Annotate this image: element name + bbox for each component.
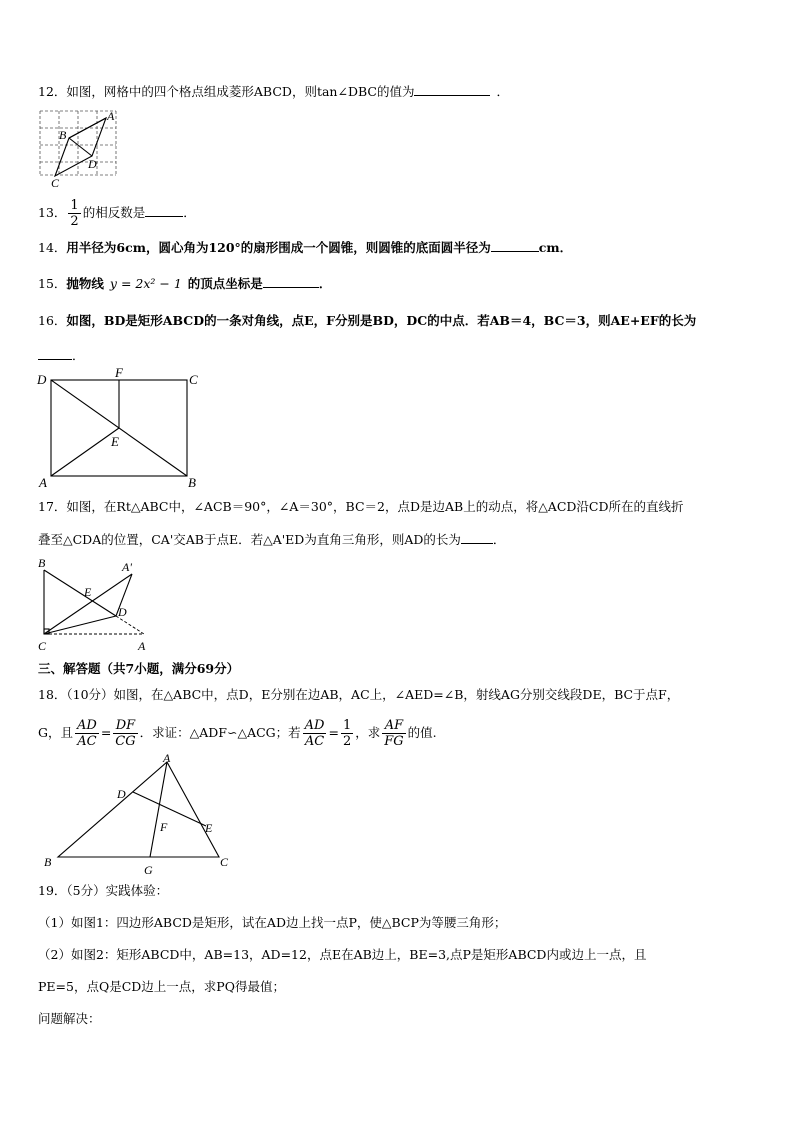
- label-C: C: [38, 639, 47, 653]
- fraction-denominator: AC: [77, 734, 97, 749]
- label-D: D: [117, 787, 126, 801]
- question-number: 15．: [38, 276, 67, 291]
- answer-blank: [414, 82, 490, 96]
- fraction-numerator: 1: [70, 198, 79, 213]
- label-B: B: [59, 128, 67, 142]
- label-B: B: [44, 855, 52, 869]
- label-B: B: [188, 475, 196, 490]
- label-D: D: [118, 605, 127, 619]
- section-heading: 三、解答题（共7小题，满分69分）: [38, 661, 240, 676]
- question-text-a: 抛物线: [66, 276, 104, 291]
- fraction-denominator: 2: [70, 214, 79, 229]
- question-18: [38, 686, 679, 704]
- fraction-one-half: [341, 718, 353, 749]
- question-16-line2: [38, 346, 85, 365]
- label-G: G: [144, 863, 153, 877]
- text-c: ，求: [355, 725, 381, 740]
- fraction-numerator: AD: [304, 718, 325, 733]
- label-F: F: [160, 820, 168, 834]
- question-19: [38, 882, 168, 900]
- question-17-line2: [38, 530, 505, 549]
- label-A: A: [39, 475, 47, 490]
- formula: y = 2x² − 1: [109, 276, 182, 291]
- answer-blank: [263, 274, 319, 288]
- question-text: 用半径为6cm，圆心角为120°的扇形围成一个圆锥，则圆锥的底面圆半径为: [66, 240, 491, 255]
- question-text-line2: 叠至△CDA的位置，CA'交AB于点E．若△A'ED为直角三角形，则AD的长为: [38, 532, 461, 547]
- text-b: ．求证：△ADF∽△ACG；若: [139, 725, 301, 740]
- label-C: C: [51, 176, 60, 188]
- label-A: A: [138, 639, 146, 653]
- label-F: F: [115, 366, 123, 380]
- label-C: C: [189, 372, 198, 387]
- answer-blank: [461, 530, 493, 544]
- question-text-line1: （10分）如图，在△ABC中，点D，E分别在边AB，AC上，∠AED=∠B，射线AG分别交线段DE，BC于点F，: [66, 687, 680, 702]
- question-number: 12．: [38, 84, 67, 99]
- text-d: 的值.: [407, 725, 437, 740]
- question-number: 14．: [38, 240, 67, 255]
- question-tail: ．: [318, 276, 332, 291]
- label-E: E: [205, 821, 213, 835]
- question-19-part1: （1）如图1：四边形ABCD是矩形，试在AD边上找一点P，使△BCP为等腰三角形；: [38, 915, 507, 930]
- question-text: 如图，BD是矩形ABCD的一条对角线，点E，F分别是BD，DC的中点．若AB＝4，BC＝3，则AE+EF的长为: [66, 313, 697, 328]
- answer-blank: [491, 238, 539, 252]
- question-14: [38, 238, 572, 257]
- fraction-df-cg: [113, 718, 137, 749]
- question-number: 17．: [38, 499, 67, 514]
- fraction-numerator: 1: [342, 718, 352, 733]
- question-13: [38, 198, 196, 229]
- question-number: 19．: [38, 883, 67, 898]
- fraction-numerator: AF: [382, 718, 405, 734]
- label-A: A: [107, 109, 115, 123]
- figure-18-triangle: [36, 752, 236, 878]
- question-tail: cm．: [538, 240, 573, 255]
- answer-blank: [38, 346, 72, 360]
- question-title: （5分）实践体验：: [66, 883, 169, 898]
- label-C: C: [220, 855, 229, 869]
- fraction-numerator: DF: [113, 718, 137, 734]
- question-tail: ．: [72, 348, 85, 363]
- text-a: G，且: [38, 725, 73, 740]
- question-12: [38, 82, 509, 101]
- label-A-prime: A': [122, 560, 132, 574]
- question-18-line2: [38, 714, 437, 752]
- question-17: [38, 498, 684, 516]
- fraction-denominator: 2: [342, 734, 352, 749]
- label-D: D: [88, 157, 97, 171]
- question-tail: ．: [183, 205, 196, 220]
- question-number: 18．: [38, 687, 67, 702]
- fraction-af-fg: [382, 718, 405, 749]
- figure-16-rectangle: [34, 366, 204, 490]
- fraction-denominator: CG: [115, 734, 136, 749]
- question-text-line1: 如图，在Rt△ABC中，∠ACB＝90°，∠A＝30°，BC＝2，点D是边AB上的动点，将△ACD沿CD所在的直线折: [66, 499, 684, 514]
- question-number: 13．: [38, 205, 67, 220]
- fraction-denominator: FG: [384, 734, 404, 749]
- fraction-ad-ac: [75, 718, 99, 749]
- equals-sign: =: [100, 725, 112, 740]
- equals-sign: =: [328, 725, 339, 740]
- question-text: 如图，网格中的四个格点组成菱形ABCD，则tan∠DBC的值为: [66, 84, 415, 99]
- fraction-ad-ac-2: [303, 718, 327, 749]
- fraction-denominator: AC: [304, 734, 325, 749]
- question-19-part2: （2）如图2：矩形ABCD中，AB=13，AD=12，点E在AB边上，BE=3,点P是矩形ABCD内或边上一点，且: [38, 947, 647, 962]
- label-A: A: [163, 752, 171, 765]
- answer-blank: [145, 203, 183, 217]
- question-15: [38, 274, 331, 293]
- question-number: 16．: [38, 313, 67, 328]
- question-19-problem-solving: 问题解决：: [38, 1011, 101, 1026]
- question-text: 的相反数是: [82, 205, 146, 220]
- label-E: E: [111, 434, 119, 449]
- question-16: [38, 312, 696, 330]
- fraction-one-half: [68, 198, 80, 229]
- question-19-part2-cont: PE=5，点Q是CD边上一点，求PQ得最值；: [38, 979, 285, 994]
- label-D: D: [37, 372, 47, 387]
- label-E: E: [84, 585, 92, 599]
- fraction-numerator: AD: [77, 718, 97, 733]
- figure-12-rhombus-grid: [36, 108, 120, 188]
- figure-17-folded-triangle: [34, 554, 154, 654]
- question-tail: ．: [492, 532, 506, 547]
- question-tail: ．: [496, 84, 509, 99]
- question-text-b: 的顶点坐标是: [187, 276, 263, 291]
- label-B: B: [38, 556, 46, 570]
